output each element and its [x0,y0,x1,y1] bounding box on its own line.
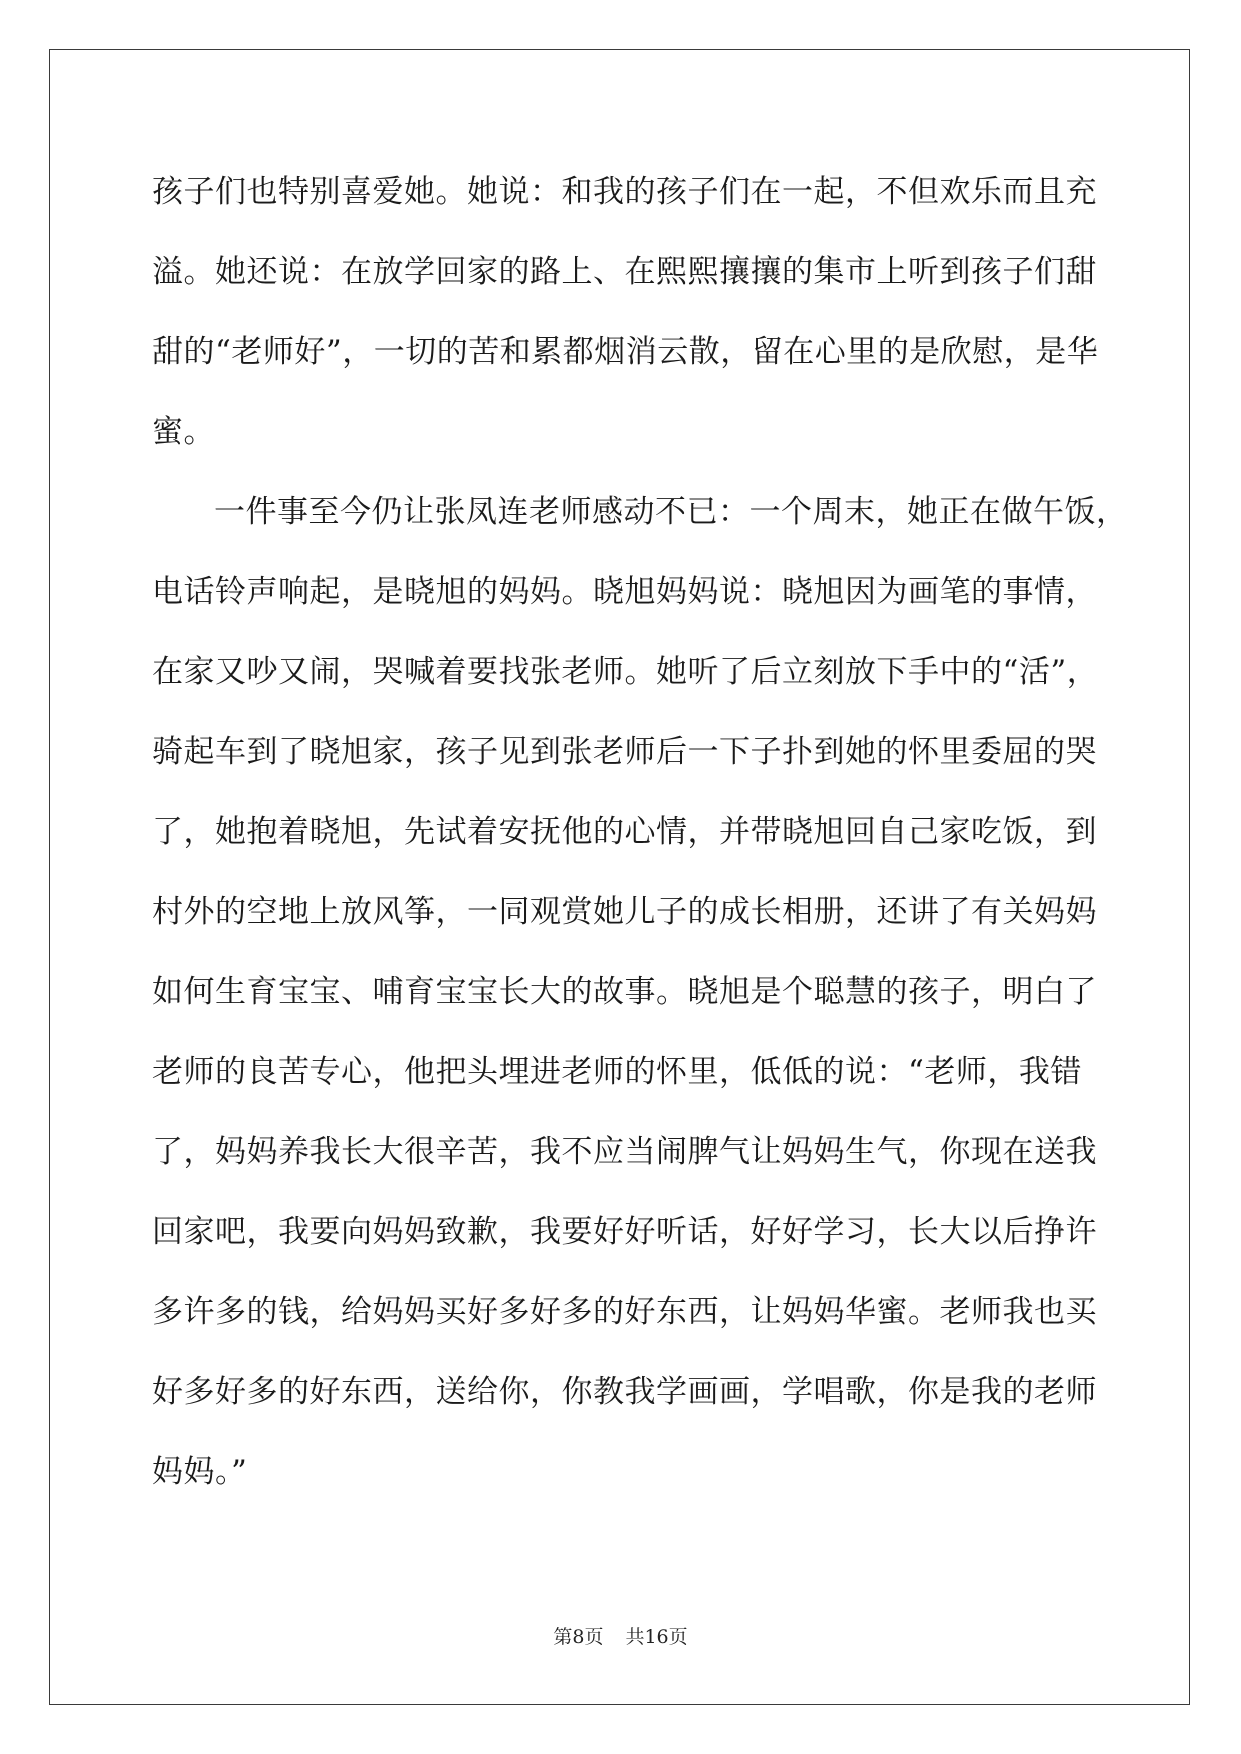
text-line: 妈妈。” [152,1454,248,1490]
text-line: 电话铃声响起，是晓旭的妈妈。晓旭妈妈说：晓旭因为画笔的事情， [152,574,1097,610]
page-footer [0,1625,1241,1649]
paragraph-start-line: 一件事至今仍让张凤连老师感动不已：一个周末，她正在做午饭， [214,494,1128,530]
text-line: 了，她抱着晓旭，先试着安抚他的心情，并带晓旭回自己家吃饭，到 [152,814,1097,850]
text-line: 在家又吵又闹，哭喊着要找张老师。她听了后立刻放下手中的“活”， [152,654,1099,690]
text-line: 了，妈妈养我长大很辛苦，我不应当闹脾气让妈妈生气，你现在送我 [152,1134,1097,1170]
text-line: 骑起车到了晓旭家，孩子见到张老师后一下子扑到她的怀里委屈的哭 [152,734,1097,770]
text-line: 回家吧，我要向妈妈致歉，我要好好听话，好好学习，长大以后挣许 [152,1214,1097,1250]
text-line: 溢。她还说：在放学回家的路上、在熙熙攘攘的集市上听到孩子们甜 [152,254,1097,290]
text-line: 甜的“老师好”，一切的苦和累都烟消云散，留在心里的是欣慰，是华 [152,334,1099,370]
text-line: 多许多的钱，给妈妈买好多好多的好东西，让妈妈华蜜。老师我也买 [152,1294,1097,1330]
document-body [152,152,1128,1512]
text-line: 村外的空地上放风筝，一同观赏她儿子的成长相册，还讲了有关妈妈 [152,894,1097,930]
current-page-number: 第8页 [553,1626,604,1648]
text-line: 蜜。 [152,414,215,450]
text-line: 好多好多的好东西，送给你，你教我学画画，学唱歌，你是我的老师 [152,1374,1097,1410]
text-line: 孩子们也特别喜爱她。她说：和我的孩子们在一起，不但欢乐而且充 [152,174,1097,210]
text-line: 如何生育宝宝、哺育宝宝长大的故事。晓旭是个聪慧的孩子，明白了 [152,974,1097,1010]
text-line: 老师的良苦专心，他把头埋进老师的怀里，低低的说：“老师，我错 [152,1054,1082,1090]
total-pages: 共16页 [625,1626,688,1648]
